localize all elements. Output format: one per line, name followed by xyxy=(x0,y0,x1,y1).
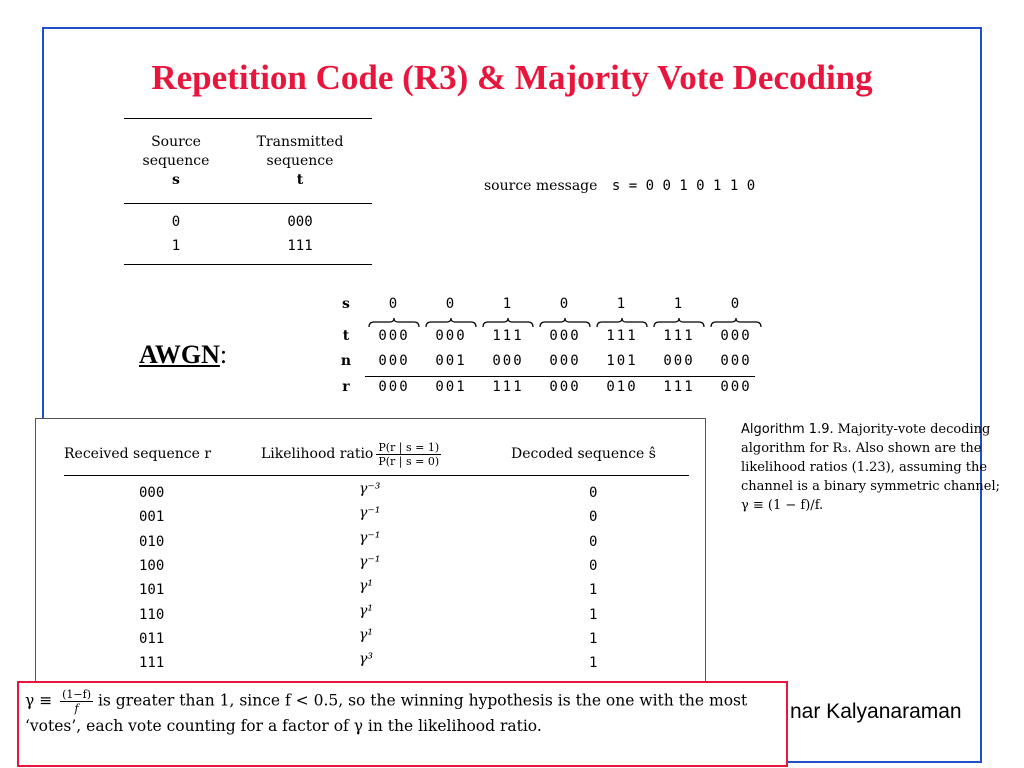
gamma-fraction: $\frac{(1-f)}{f}$ xyxy=(62,688,91,715)
decoded-cell: 1 xyxy=(589,582,598,599)
cell-s-1: 0 xyxy=(445,296,457,312)
received-cell: 111 xyxy=(139,655,165,672)
cell-s-0: 0 xyxy=(388,296,400,312)
cell-s-2: 1 xyxy=(502,296,514,312)
table-row: 1 111 xyxy=(171,238,313,254)
decoded-cell: 1 xyxy=(589,630,598,647)
author-fragment: nar Kalyanaraman xyxy=(790,700,962,723)
likelihood-fraction: $\frac{P(r | s = 1)}{P(r | s = 0)}$ xyxy=(378,440,440,468)
received-cell: 101 xyxy=(139,582,165,599)
likelihood-cell: γ⁻¹ xyxy=(359,529,381,546)
header-rule xyxy=(64,475,689,476)
table-bottom-rule xyxy=(124,264,372,265)
cell-t-0: 000 xyxy=(378,328,410,344)
received-cell: 010 xyxy=(139,533,165,550)
cell-n-5: 000 xyxy=(663,353,695,369)
cell-n-4: 101 xyxy=(606,353,638,369)
cell-r-4: 010 xyxy=(606,379,638,395)
cell-r-3: 000 xyxy=(549,379,581,395)
cell-n-0: 000 xyxy=(378,353,410,369)
cell-n-1: 001 xyxy=(435,353,467,369)
cell-r-1: 001 xyxy=(435,379,467,395)
cell-r-0: 000 xyxy=(378,379,410,395)
decoded-cell: 0 xyxy=(589,533,598,550)
header-likelihood: Likelihood ratio $\frac{P(r | s = 1)}{P(r | s = 0)}$ xyxy=(261,440,440,468)
table-row xyxy=(64,530,689,554)
code-table-body xyxy=(124,204,372,264)
code-table-header xyxy=(124,119,372,203)
code-table xyxy=(124,118,372,265)
cell-t-3: 000 xyxy=(549,328,581,344)
table-row xyxy=(64,505,689,529)
likelihood-cell: γ⁻¹ xyxy=(359,553,381,570)
header-transmitted: Transmitted sequence t xyxy=(256,133,344,188)
overbrace-5 xyxy=(653,318,705,328)
cell-t-6: 000 xyxy=(720,328,752,344)
cell-t-5: 111 xyxy=(663,328,695,344)
table-row xyxy=(64,481,689,505)
row-label-n: n xyxy=(340,353,352,369)
cell-n-2: 000 xyxy=(492,353,524,369)
overbrace-0 xyxy=(368,318,420,328)
awgn-label: AWGN: xyxy=(139,340,228,369)
sum-rule xyxy=(365,376,755,377)
cell-s-6: 0 xyxy=(730,296,742,312)
table-row xyxy=(64,578,689,602)
row-label-t: t xyxy=(342,328,350,344)
likelihood-cell: γ⁻¹ xyxy=(359,505,381,522)
table-row xyxy=(64,651,689,675)
received-cell: 001 xyxy=(139,509,165,526)
table-row xyxy=(64,603,689,627)
table-row xyxy=(64,554,689,578)
cell-t-2: 111 xyxy=(492,328,524,344)
cell-n-3: 000 xyxy=(549,353,581,369)
cell-r-6: 000 xyxy=(720,379,752,395)
overbrace-3 xyxy=(539,318,591,328)
overbrace-6 xyxy=(710,318,762,328)
cell-t-4: 111 xyxy=(606,328,638,344)
cell-s-3: 0 xyxy=(559,296,571,312)
table-row xyxy=(64,627,689,651)
likelihood-cell: γ¹ xyxy=(359,578,373,595)
decoding-table xyxy=(35,418,706,698)
overbrace-2 xyxy=(482,318,534,328)
algorithm-caption: Algorithm 1.9. Majority-vote decoding algorithm for R₃. Also shown are the likelihood ratios (1.23), assuming the channel is a binary symmetric channel; γ ≡ (1 − f)/f. xyxy=(741,422,1001,513)
cell-s-5: 1 xyxy=(673,296,685,312)
decoded-cell: 1 xyxy=(589,655,598,672)
slide-title: Repetition Code (R3) & Majority Vote Decoding xyxy=(151,58,873,97)
table-row: 0 000 xyxy=(171,214,313,230)
decoded-cell: 0 xyxy=(589,485,598,501)
decoded-cell: 0 xyxy=(589,557,598,574)
header-decoded: Decoded sequence ŝ xyxy=(511,446,656,462)
cell-r-5: 111 xyxy=(663,379,695,395)
received-cell: 000 xyxy=(139,485,165,501)
likelihood-cell: γ³ xyxy=(359,651,373,668)
likelihood-cell: γ¹ xyxy=(359,602,373,619)
overbrace-1 xyxy=(425,318,477,328)
source-message: source message s = 0 0 1 0 1 1 0 xyxy=(484,178,756,194)
header-received: Received sequence r xyxy=(64,446,212,462)
likelihood-cell: γ⁻³ xyxy=(359,481,381,497)
likelihood-cell: γ¹ xyxy=(359,626,373,643)
decoded-cell: 0 xyxy=(589,509,598,526)
header-source: Source sequence s xyxy=(142,133,210,188)
received-cell: 110 xyxy=(139,606,165,623)
received-cell: 100 xyxy=(139,557,165,574)
decoded-cell: 1 xyxy=(589,606,598,623)
decoding-table-header xyxy=(64,435,689,473)
overbrace-4 xyxy=(596,318,648,328)
cell-r-2: 111 xyxy=(492,379,524,395)
row-label-s: s xyxy=(342,296,350,312)
explanation-note: γ ≡ $\frac{(1-f)}{f}$ is greater than 1, since f < 0.5, so the winning hypothesis is the one with the most ‘votes’, each vote counting for a factor of γ in the likelihood ratio. xyxy=(17,681,788,767)
encoding-grid xyxy=(325,294,765,404)
row-label-r: r xyxy=(342,379,350,395)
cell-t-1: 000 xyxy=(435,328,467,344)
cell-s-4: 1 xyxy=(616,296,628,312)
cell-n-6: 000 xyxy=(720,353,752,369)
received-cell: 011 xyxy=(139,630,165,647)
